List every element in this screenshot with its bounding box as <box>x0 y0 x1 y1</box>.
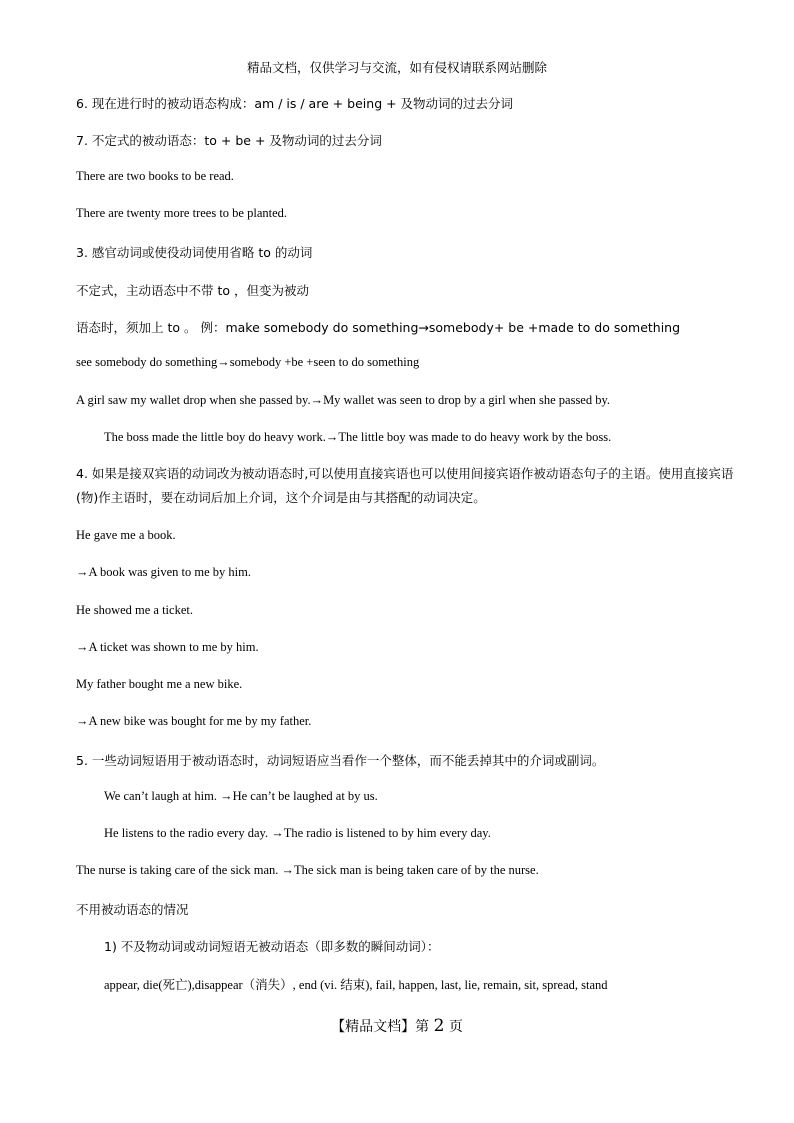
page-number: 2 <box>433 1016 445 1036</box>
example-sentence: My father bought me a new bike. <box>76 677 243 691</box>
footer-suffix: 页 <box>448 1019 463 1035</box>
example-sentence: There are two books to be read. <box>76 169 234 183</box>
page-header: 精品文档，仅供学习与交流，如有侵权请联系网站删除 <box>246 60 547 75</box>
page-footer <box>0 1016 794 1036</box>
rule-6: 6. 现在进行时的被动语态构成：am / is / are + being + 及物动词的过去分词 <box>76 96 514 111</box>
verb-list: appear, die(死亡),disappear（消失）, end (vi. 结束), fail, happen, last, lie, remain, sit, spread, stand <box>104 978 608 992</box>
rule-5: 5. 一些动词短语用于被动语态时，动词短语应当看作一个整体，而不能丢掉其中的介词或副词。 <box>76 753 605 768</box>
rule-4: 4. 如果是接双宾语的动词改为被动语态时,可以使用直接宾语也可以使用间接宾语作被动语态句子的主语。使用直接宾语(物)作主语时，要在动词后加上介词，这个介词是由与其搭配的动词决定。 <box>76 466 734 505</box>
example-sentence: →A new bike was bought for me by my father. <box>76 714 312 728</box>
rule-3: 3. 感官动词或使役动词使用省略 to 的动词 <box>76 245 313 260</box>
section-heading: 不用被动语态的情况 <box>76 902 189 917</box>
example-sentence: A girl saw my wallet drop when she passed by.→My wallet was seen to drop by a girl when she passed by. <box>76 393 611 407</box>
example-sentence: He gave me a book. <box>76 528 176 542</box>
rule-7: 7. 不定式的被动语态：to + be + 及物动词的过去分词 <box>76 133 382 148</box>
example-sentence: →A ticket was shown to me by him. <box>76 640 259 654</box>
footer-label: 【精品文档】第 <box>331 1019 430 1035</box>
rule-3-text: 不定式，主动语态中不带 to ，但变为被动 <box>76 283 309 298</box>
example-sentence: He listens to the radio every day. →The radio is listened to by him every day. <box>104 826 491 840</box>
example-sentence: He showed me a ticket. <box>76 603 193 617</box>
rule-1: 1) 不及物动词或动词短语无被动语态（即多数的瞬间动词）： <box>104 939 440 954</box>
rule-3-example: 语态时，须加上 to 。 例：make somebody do something→somebody+ be +made to do something <box>76 320 681 335</box>
example-sentence: →A book was given to me by him. <box>76 565 251 579</box>
example-sentence: The nurse is taking care of the sick man. →The sick man is being taken care of by the nurse. <box>76 863 539 877</box>
example-sentence: There are twenty more trees to be planted. <box>76 206 288 220</box>
example-sentence: The boss made the little boy do heavy work.→The little boy was made to do heavy work by the boss. <box>104 430 612 444</box>
example-sentence: see somebody do something→somebody +be +seen to do something <box>76 355 420 369</box>
example-sentence: We can’t laugh at him. →He can’t be laughed at by us. <box>104 789 378 803</box>
